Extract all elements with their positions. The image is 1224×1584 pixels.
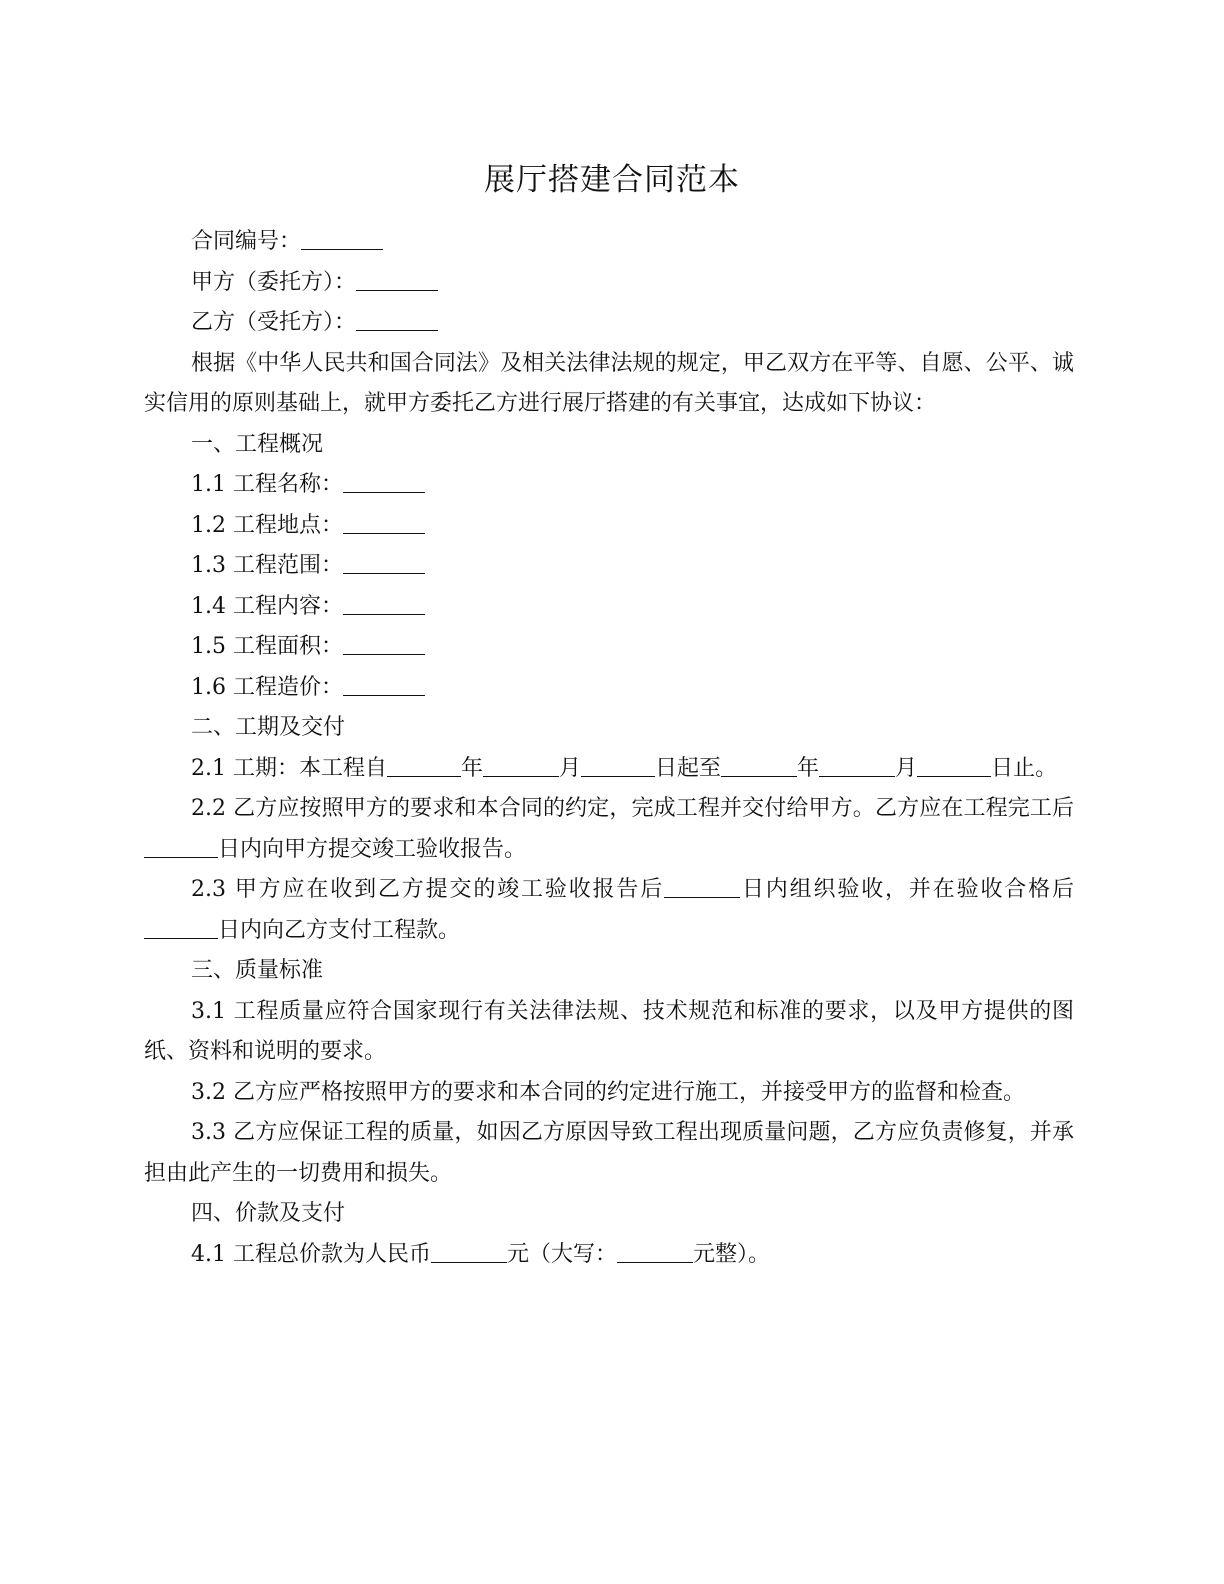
clause-3-2: 3.2 乙方应严格按照甲方的要求和本合同的约定进行施工，并接受甲方的监督和检查。: [191, 1079, 1025, 1105]
payment-days-blank: [144, 916, 218, 939]
project-location-label: 1.2 工程地点：: [191, 512, 343, 538]
contract-number-label: 合同编号：: [191, 229, 302, 254]
project-name-line: [144, 465, 1074, 506]
project-scope-line: [144, 546, 1074, 587]
project-content-blank: [343, 592, 425, 615]
clause-2-2-text-a: 2.2 乙方应按照甲方的要求和本合同的约定，完成工程并交付给甲方。乙方应在工程完工后: [191, 796, 1074, 821]
contract-number-line: [144, 222, 1074, 263]
document-title: 展厅搭建合同范本: [484, 162, 740, 198]
price-amount-blank: [431, 1240, 507, 1263]
project-name-blank: [343, 470, 425, 493]
project-location-blank: [343, 511, 425, 534]
project-scope-label: 1.3 工程范围：: [191, 553, 343, 578]
project-content-line: [144, 587, 1074, 628]
clause-2-1-text-g: 日止。: [991, 755, 1058, 781]
clause-2-1-text-e: 年: [797, 755, 820, 781]
price-words-blank: [617, 1240, 693, 1263]
party-a-label: 甲方（委托方）：: [191, 269, 357, 295]
report-days-blank: [144, 835, 218, 858]
clause-2-3-text-b: 日内组织验收，并在验收合格后: [740, 877, 1074, 902]
clause-2-1-text-b: 年: [460, 755, 483, 781]
project-cost-label: 1.6 工程造价：: [191, 674, 343, 700]
end-day-blank: [917, 754, 991, 777]
clause-2-1-text-f: 月: [895, 755, 918, 781]
start-day-blank: [581, 754, 655, 777]
party-b-blank: [356, 308, 438, 331]
clause-2-3-text-a: 2.3 甲方应在收到乙方提交的竣工验收报告后: [191, 877, 665, 902]
start-year-blank: [387, 754, 461, 777]
clause-2-2-text-b: 日内向甲方提交竣工验收报告。: [218, 836, 527, 862]
project-area-label: 1.5 工程面积：: [191, 634, 343, 659]
project-area-line: [144, 627, 1074, 668]
clause-2-1: [144, 749, 1074, 790]
project-name-label: 1.1 工程名称：: [191, 472, 343, 497]
end-month-blank: [819, 754, 895, 777]
start-month-blank: [483, 754, 559, 777]
project-location-line: [144, 506, 1074, 547]
contract-number-blank: [301, 227, 383, 250]
clause-4-1: [144, 1235, 1074, 1276]
project-content-label: 1.4 工程内容：: [191, 593, 343, 619]
clause-2-1-text-d: 日起至: [655, 755, 722, 781]
party-b-line: [144, 303, 1074, 344]
clause-4-1-text-c: 元整）。: [693, 1241, 771, 1267]
document-body: [144, 222, 1074, 1275]
project-cost-line: [144, 668, 1074, 709]
clause-2-3: [144, 870, 1074, 951]
clause-2-2: [144, 789, 1074, 870]
section-3-heading: 三、质量标准: [191, 958, 324, 983]
section-4-heading: 四、价款及支付: [191, 1201, 346, 1226]
clause-3-3: 3.3 乙方应保证工程的质量，如因乙方原因导致工程出现质量问题，乙方应负责修复，并承担由此产生的一切费用和损失。: [144, 1120, 1074, 1186]
section-2-heading: 二、工期及交付: [191, 715, 346, 740]
clause-2-1-text-a: 2.1 工期：本工程自: [191, 755, 387, 781]
party-b-label: 乙方（受托方）：: [191, 310, 357, 335]
preamble-paragraph: 根据《中华人民共和国合同法》及相关法律法规的规定，甲乙双方在平等、自愿、公平、诚实信用的原则基础上，就甲方委托乙方进行展厅搭建的有关事宜，达成如下协议：: [144, 350, 1074, 416]
clause-4-1-text-a: 4.1 工程总价款为人民币: [191, 1241, 431, 1267]
end-year-blank: [721, 754, 797, 777]
clause-4-1-text-b: 元（大写：: [506, 1241, 617, 1267]
acceptance-days-blank: [664, 875, 740, 898]
clause-2-3-text-c: 日内向乙方支付工程款。: [218, 917, 461, 943]
project-cost-blank: [343, 673, 425, 696]
clause-2-1-text-c: 月: [559, 755, 582, 781]
project-scope-blank: [343, 551, 425, 574]
project-area-blank: [343, 632, 425, 655]
section-1-heading: 一、工程概况: [191, 431, 324, 457]
party-a-blank: [356, 268, 438, 291]
party-a-line: [144, 263, 1074, 304]
clause-3-1: 3.1 工程质量应符合国家现行有关法律法规、技术规范和标准的要求，以及甲方提供的图纸、资料和说明的要求。: [144, 998, 1074, 1064]
